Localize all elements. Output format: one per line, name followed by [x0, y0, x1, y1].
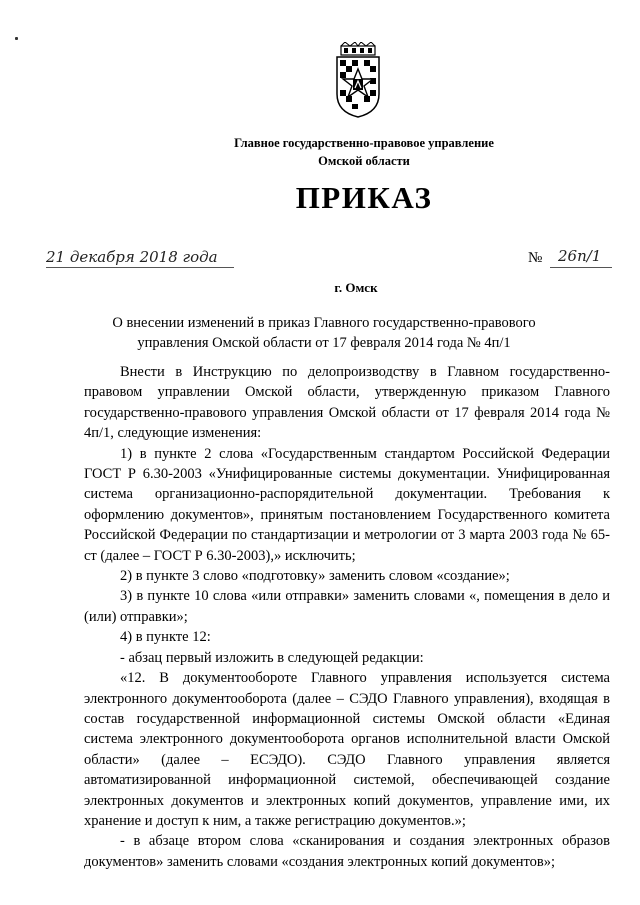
body-paragraph: «12. В документообороте Главного управления используется система электронного документооборота (далее – СЭДО Главного управления), входящая в состав государственной информационной системы Омской области «Единая система электронного документооборота органов исполнительной власти Омской области» (далее – ЕСЭДО). СЭДО Главного управления является автоматизированной информационной системой, обеспечивающей создание электронных документов и электронных копий документов, управление ими, их хранение и доступ к ним, а также регистрацию документов.»;: [84, 670, 610, 829]
org-name-line1: Главное государственно-правовое управление: [234, 136, 494, 150]
handwritten-date: 21 декабря 2018 года: [46, 248, 218, 266]
coat-of-arms-icon: [333, 42, 383, 118]
scan-speck: [15, 37, 18, 40]
body-paragraph: Внести в Инструкцию по делопроизводству в Главном государственно-правовом управлении Омской области, утвержденную приказом Главного государственно-правового управления Омской области от 17 февраля 2014 года № 4п/1, следующие изменения:: [84, 364, 610, 442]
body-paragraph: - абзац первый изложить в следующей редакции:: [120, 649, 424, 666]
body-paragraph: 3) в пункте 10 слова «или отправки» заменить словами «, помещения в дело и (или) отправки»;: [84, 588, 610, 625]
org-name-line2: Омской области: [318, 154, 410, 168]
body-paragraph: - в абзаце втором слова «сканирования и создания электронных образов документов» заменить словами «создания электронных копий документов»;: [84, 833, 610, 870]
document-title: ПРИКАЗ: [295, 180, 433, 215]
body-paragraph: 1) в пункте 2 слова «Государственным стандартом Российской Федерации ГОСТ Р 6.30-2003 «Унифицированные системы документации. Унифицированная система организационно-распорядительной документации. Требования к оформлению документов», принятым постановлением Государственного комитета Российской Федерации по стандартизации и метрологии от 3 марта 2003 года № 65-ст (далее – ГОСТ Р 6.30-2003),» исключить;: [84, 445, 610, 564]
body-paragraph: 4) в пункте 12:: [120, 629, 211, 646]
date-underline: [46, 267, 234, 268]
city-label: г. Омск: [334, 280, 378, 295]
body-paragraph: 2) в пункте 3 слово «подготовку» заменить словом «создание»;: [120, 568, 510, 585]
subject-line2: управления Омской области от 17 февраля 2014 года № 4п/1: [137, 335, 511, 351]
handwritten-number: 26п/1: [558, 247, 602, 265]
number-underline: [550, 267, 612, 268]
document-body: [84, 362, 610, 872]
number-sign: №: [528, 250, 543, 266]
subject-line1: О внесении изменений в приказ Главного государственно-правового: [112, 315, 536, 331]
